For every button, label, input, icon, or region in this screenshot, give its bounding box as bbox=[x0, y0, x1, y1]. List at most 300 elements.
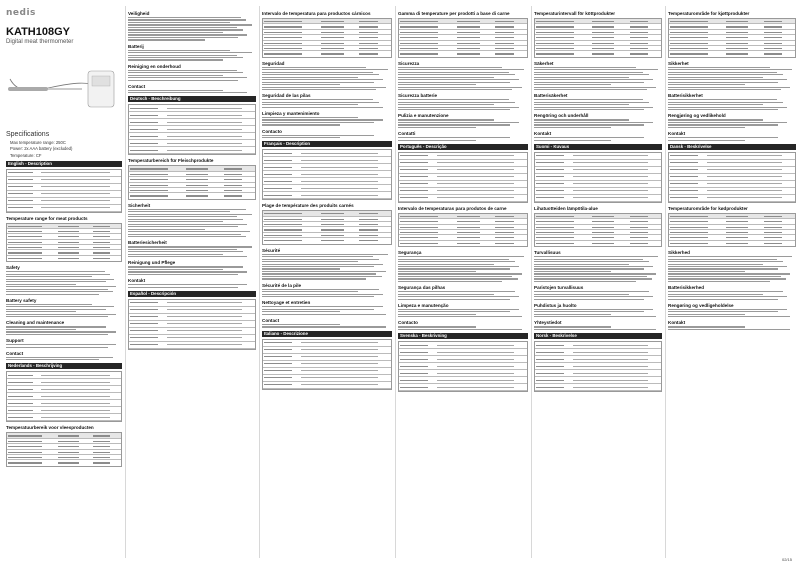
text-line bbox=[6, 291, 113, 292]
section-heading: Seguridad bbox=[262, 60, 285, 66]
table-cell bbox=[321, 240, 344, 241]
language-heading-bar: Italiano - Descrizione bbox=[262, 331, 392, 337]
text-line bbox=[262, 72, 373, 73]
table-cell bbox=[536, 221, 574, 222]
table-cell bbox=[321, 48, 344, 49]
text-line bbox=[398, 69, 524, 70]
column-body bbox=[6, 161, 122, 467]
description-row bbox=[535, 342, 661, 349]
section-heading: Reiniging en onderhoud bbox=[128, 63, 181, 69]
paragraph-block bbox=[668, 326, 796, 330]
text-line bbox=[534, 72, 643, 73]
part-description bbox=[167, 115, 243, 116]
text-line bbox=[668, 122, 787, 123]
temperature-table bbox=[398, 18, 528, 58]
text-line bbox=[668, 311, 778, 312]
table-cell bbox=[321, 213, 344, 214]
table-cell bbox=[58, 457, 79, 458]
table-cell bbox=[93, 457, 110, 458]
table-cell bbox=[495, 48, 514, 49]
table-cell bbox=[764, 43, 783, 44]
table-row bbox=[399, 51, 527, 56]
part-name bbox=[536, 162, 564, 163]
text-line bbox=[6, 344, 116, 345]
table-cell bbox=[359, 43, 378, 44]
paragraph-block bbox=[398, 291, 528, 300]
text-line bbox=[668, 69, 792, 70]
table-cell bbox=[93, 226, 110, 227]
text-line bbox=[262, 296, 374, 297]
part-description bbox=[167, 302, 243, 303]
part-description bbox=[707, 155, 783, 156]
description-row bbox=[535, 195, 661, 202]
table-cell bbox=[264, 224, 302, 225]
table-cell bbox=[630, 232, 649, 233]
text-line bbox=[262, 69, 388, 70]
part-description bbox=[167, 309, 243, 310]
section-heading: Contact bbox=[128, 83, 146, 89]
part-description bbox=[167, 143, 243, 144]
text-line bbox=[6, 276, 92, 277]
part-description bbox=[437, 352, 514, 353]
text-line bbox=[534, 291, 649, 292]
part-name bbox=[130, 143, 158, 144]
description-row bbox=[399, 167, 527, 174]
table-cell bbox=[359, 240, 378, 241]
text-line bbox=[534, 107, 653, 108]
table-cell bbox=[495, 237, 514, 238]
text-column bbox=[128, 8, 256, 350]
table-cell bbox=[359, 37, 378, 38]
text-line bbox=[534, 273, 656, 274]
table-cell bbox=[457, 216, 480, 217]
table-cell bbox=[457, 232, 480, 233]
text-line bbox=[534, 264, 629, 265]
text-line bbox=[534, 299, 644, 300]
paragraph-block bbox=[6, 304, 122, 318]
table-cell bbox=[495, 221, 514, 222]
table-cell bbox=[186, 195, 209, 196]
cover-column bbox=[6, 8, 122, 467]
table-cell bbox=[359, 48, 378, 49]
description-row bbox=[669, 181, 795, 188]
part-description bbox=[573, 373, 649, 374]
table-cell bbox=[400, 232, 438, 233]
text-line bbox=[262, 294, 383, 295]
table-cell bbox=[93, 258, 110, 259]
table-cell bbox=[726, 243, 749, 244]
description-row bbox=[399, 377, 527, 384]
table-cell bbox=[264, 235, 302, 236]
display-screen bbox=[92, 76, 110, 86]
table-cell bbox=[58, 452, 79, 453]
description-row bbox=[535, 349, 661, 356]
section-heading: Support bbox=[6, 338, 24, 344]
part-name bbox=[264, 342, 292, 343]
text-line bbox=[398, 271, 476, 272]
part-name bbox=[8, 382, 33, 383]
text-line bbox=[262, 84, 340, 85]
table-cell bbox=[764, 32, 783, 33]
part-name bbox=[130, 150, 158, 151]
table-cell bbox=[130, 185, 168, 186]
table-cell bbox=[224, 168, 243, 169]
table-cell bbox=[224, 190, 243, 191]
description-table bbox=[128, 104, 256, 155]
text-column bbox=[668, 8, 796, 331]
text-line bbox=[398, 309, 519, 310]
text-line bbox=[668, 82, 778, 83]
description-row bbox=[535, 174, 661, 181]
table-cell bbox=[93, 452, 110, 453]
table-cell bbox=[321, 229, 344, 230]
text-line bbox=[668, 316, 790, 317]
section-heading: Plage de température des produits carnés bbox=[262, 203, 354, 209]
text-line bbox=[398, 326, 476, 327]
table-cell bbox=[321, 37, 344, 38]
section-heading: Rengøring og vedligeholdelse bbox=[668, 302, 734, 308]
part-description bbox=[41, 389, 109, 390]
description-row bbox=[7, 184, 121, 191]
paragraph-block bbox=[534, 309, 662, 318]
paragraph-block bbox=[6, 326, 122, 335]
table-cell bbox=[495, 232, 514, 233]
table-cell bbox=[670, 37, 708, 38]
table-cell bbox=[400, 243, 438, 244]
text-line bbox=[668, 74, 783, 75]
text-line bbox=[534, 89, 647, 90]
section-heading: Safety bbox=[6, 265, 20, 271]
table-cell bbox=[58, 242, 79, 243]
text-line bbox=[668, 291, 783, 292]
text-line bbox=[6, 326, 106, 327]
text-line bbox=[262, 306, 383, 307]
section-heading: Temperaturintervall för köttprodukter bbox=[534, 11, 616, 16]
table-cell bbox=[321, 21, 344, 22]
table-cell bbox=[495, 43, 514, 44]
text-line bbox=[668, 89, 781, 90]
part-name bbox=[8, 207, 33, 208]
part-description bbox=[167, 108, 243, 109]
probe-needle bbox=[48, 88, 82, 90]
part-name bbox=[264, 195, 292, 196]
table-cell bbox=[186, 174, 209, 175]
specs-title: Specifications bbox=[6, 131, 50, 138]
description-row bbox=[7, 372, 121, 379]
part-name bbox=[8, 172, 33, 173]
text-line bbox=[128, 50, 230, 51]
text-line bbox=[262, 87, 386, 88]
table-cell bbox=[457, 243, 480, 244]
part-description bbox=[301, 174, 378, 175]
text-line bbox=[128, 32, 223, 33]
text-line bbox=[6, 294, 99, 295]
section-heading: Kontakt bbox=[668, 131, 686, 137]
paragraph-block bbox=[668, 291, 796, 300]
part-name bbox=[400, 387, 428, 388]
paragraph-block bbox=[398, 119, 528, 128]
table-cell bbox=[764, 237, 783, 238]
text-line bbox=[262, 289, 379, 290]
table-cell bbox=[264, 213, 302, 214]
part-description bbox=[41, 186, 109, 187]
table-cell bbox=[93, 242, 110, 243]
section-heading: Temperaturområde for kjøttprodukter bbox=[668, 11, 750, 16]
table-cell bbox=[726, 37, 749, 38]
description-row bbox=[129, 112, 255, 119]
paragraph-block bbox=[128, 17, 256, 41]
part-description bbox=[301, 363, 378, 364]
text-line bbox=[668, 99, 777, 100]
paragraph-block bbox=[128, 90, 256, 94]
table-cell bbox=[359, 26, 378, 27]
text-line bbox=[128, 34, 247, 35]
description-row bbox=[129, 300, 255, 307]
spec-item: Power: 2x AAA battery (excluded) bbox=[10, 146, 73, 151]
description-row bbox=[7, 379, 121, 386]
temperature-table bbox=[262, 18, 392, 58]
part-description bbox=[707, 162, 783, 163]
description-row bbox=[535, 153, 661, 160]
table-cell bbox=[58, 226, 79, 227]
table-cell bbox=[130, 190, 168, 191]
section-heading: Sikkerhet bbox=[668, 60, 689, 66]
part-description bbox=[573, 197, 649, 198]
text-line bbox=[6, 357, 113, 358]
part-name bbox=[400, 366, 428, 367]
text-line bbox=[668, 271, 745, 272]
text-line bbox=[6, 331, 116, 332]
description-row bbox=[129, 328, 255, 335]
text-line bbox=[398, 291, 515, 292]
text-line bbox=[128, 209, 246, 210]
description-row bbox=[129, 321, 255, 328]
part-name bbox=[400, 197, 428, 198]
text-line bbox=[262, 273, 376, 274]
description-row bbox=[669, 153, 795, 160]
table-cell bbox=[58, 252, 79, 253]
text-line bbox=[668, 264, 763, 265]
part-name bbox=[264, 188, 292, 189]
description-row bbox=[669, 160, 795, 167]
table-cell bbox=[630, 21, 649, 22]
table-cell bbox=[536, 37, 574, 38]
description-table bbox=[6, 371, 122, 422]
text-line bbox=[668, 268, 778, 269]
text-line bbox=[6, 329, 76, 330]
text-line bbox=[668, 77, 763, 78]
part-name bbox=[536, 190, 564, 191]
text-line bbox=[534, 316, 656, 317]
part-name bbox=[264, 167, 292, 168]
temperature-table bbox=[668, 18, 796, 58]
table-cell bbox=[8, 236, 42, 237]
table-cell bbox=[630, 37, 649, 38]
part-description bbox=[573, 183, 649, 184]
text-line bbox=[128, 224, 247, 225]
section-heading: Batterisäkerhet bbox=[534, 93, 568, 99]
section-heading: Contact bbox=[262, 317, 280, 323]
paragraph-block bbox=[262, 99, 392, 108]
paragraph-block bbox=[262, 324, 392, 328]
section-heading: Sicherheit bbox=[128, 202, 151, 208]
description-row bbox=[129, 342, 255, 349]
paragraph-block bbox=[262, 67, 392, 91]
table-cell bbox=[536, 243, 574, 244]
table-cell bbox=[264, 48, 302, 49]
text-line bbox=[534, 326, 611, 327]
temperature-table bbox=[668, 213, 796, 247]
part-name bbox=[536, 169, 564, 170]
section-heading: Contact bbox=[6, 350, 24, 356]
text-line bbox=[534, 127, 611, 128]
column-divider bbox=[259, 6, 260, 558]
part-description bbox=[437, 359, 514, 360]
text-line bbox=[6, 316, 108, 317]
description-row bbox=[535, 384, 661, 391]
table-cell bbox=[592, 243, 615, 244]
table-cell bbox=[400, 32, 438, 33]
text-line bbox=[534, 99, 643, 100]
text-line bbox=[128, 231, 250, 232]
part-description bbox=[437, 373, 514, 374]
text-line bbox=[128, 214, 252, 215]
text-line bbox=[128, 77, 247, 78]
section-heading: Puhdistus ja huolto bbox=[534, 302, 577, 308]
paragraph-block bbox=[668, 99, 796, 110]
part-name bbox=[400, 169, 428, 170]
text-line bbox=[262, 256, 373, 257]
description-row bbox=[7, 198, 121, 205]
text-line bbox=[398, 67, 502, 68]
text-line bbox=[534, 256, 658, 257]
part-description bbox=[437, 169, 514, 170]
text-line bbox=[398, 268, 510, 269]
product-illustration bbox=[6, 49, 122, 127]
text-line bbox=[6, 334, 108, 335]
table-cell bbox=[536, 26, 574, 27]
part-name bbox=[130, 122, 158, 123]
temperature-table bbox=[534, 18, 662, 58]
text-line bbox=[398, 281, 502, 282]
description-row bbox=[535, 181, 661, 188]
part-description bbox=[41, 179, 109, 180]
text-line bbox=[534, 77, 629, 78]
text-line bbox=[262, 264, 383, 265]
text-line bbox=[398, 72, 509, 73]
text-line bbox=[668, 109, 778, 110]
part-description bbox=[573, 169, 649, 170]
part-description bbox=[437, 380, 514, 381]
description-row bbox=[7, 177, 121, 184]
text-line bbox=[262, 77, 358, 78]
part-name bbox=[8, 375, 33, 376]
text-line bbox=[398, 102, 515, 103]
section-heading: Gamma di temperature per prodotti a base di carne bbox=[398, 11, 510, 16]
language-heading-bar: Svenska - Beskrivning bbox=[398, 333, 528, 339]
section-heading: Sécurité de la pile bbox=[262, 282, 302, 288]
table-cell bbox=[536, 43, 574, 44]
part-name bbox=[264, 174, 292, 175]
part-description bbox=[301, 349, 378, 350]
spec-item: Max temperature range: 250C bbox=[10, 139, 66, 145]
description-row bbox=[129, 133, 255, 140]
description-table bbox=[398, 152, 528, 203]
part-name bbox=[130, 316, 158, 317]
text-line bbox=[128, 80, 238, 81]
temperature-table bbox=[6, 223, 122, 263]
section-heading: Reinigung und Pflege bbox=[128, 260, 176, 266]
section-heading: Batteriesicherheit bbox=[128, 240, 167, 246]
table-cell bbox=[8, 441, 42, 442]
text-line bbox=[262, 135, 374, 136]
text-line bbox=[668, 314, 745, 315]
table-cell bbox=[726, 21, 749, 22]
section-heading: Nettoyage et entretien bbox=[262, 300, 311, 306]
text-line bbox=[534, 278, 652, 279]
description-row bbox=[263, 375, 391, 382]
text-line bbox=[262, 254, 388, 255]
description-row bbox=[7, 170, 121, 177]
table-cell bbox=[400, 37, 438, 38]
table-cell bbox=[764, 37, 783, 38]
table-row bbox=[263, 51, 391, 56]
text-line bbox=[262, 67, 366, 68]
part-description bbox=[437, 176, 514, 177]
table-cell bbox=[495, 243, 514, 244]
part-name bbox=[264, 349, 292, 350]
text-line bbox=[262, 89, 376, 90]
section-heading: Seguridad de las pilas bbox=[262, 93, 311, 99]
table-cell bbox=[592, 221, 615, 222]
part-description bbox=[573, 352, 649, 353]
part-name bbox=[400, 183, 428, 184]
paragraph-block bbox=[262, 135, 392, 139]
table-cell bbox=[359, 213, 378, 214]
part-description bbox=[301, 181, 378, 182]
section-heading: Kontakt bbox=[534, 131, 552, 137]
section-heading: Intervalo de temperatura para productos cárnicos bbox=[262, 11, 371, 16]
text-line bbox=[128, 251, 243, 252]
part-description bbox=[573, 387, 649, 388]
description-table bbox=[668, 152, 796, 203]
text-line bbox=[128, 70, 237, 71]
paragraph-block bbox=[398, 137, 528, 141]
table-cell bbox=[495, 32, 514, 33]
description-row bbox=[669, 195, 795, 202]
text-line bbox=[668, 259, 777, 260]
section-heading: Lihatuotteiden lämpötila-alue bbox=[534, 205, 598, 211]
description-row bbox=[399, 363, 527, 370]
description-row bbox=[263, 347, 391, 354]
table-cell bbox=[726, 216, 749, 217]
text-line bbox=[128, 249, 237, 250]
description-row bbox=[7, 400, 121, 407]
table-cell bbox=[400, 227, 438, 228]
paragraph-block bbox=[668, 137, 796, 141]
text-line bbox=[668, 84, 745, 85]
table-cell bbox=[764, 216, 783, 217]
table-row bbox=[535, 241, 661, 246]
table-cell bbox=[670, 21, 708, 22]
paragraph-block bbox=[128, 70, 256, 81]
description-row bbox=[669, 167, 795, 174]
table-cell bbox=[726, 48, 749, 49]
table-cell bbox=[8, 457, 42, 458]
text-line bbox=[6, 304, 92, 305]
table-cell bbox=[764, 232, 783, 233]
table-cell bbox=[400, 43, 438, 44]
